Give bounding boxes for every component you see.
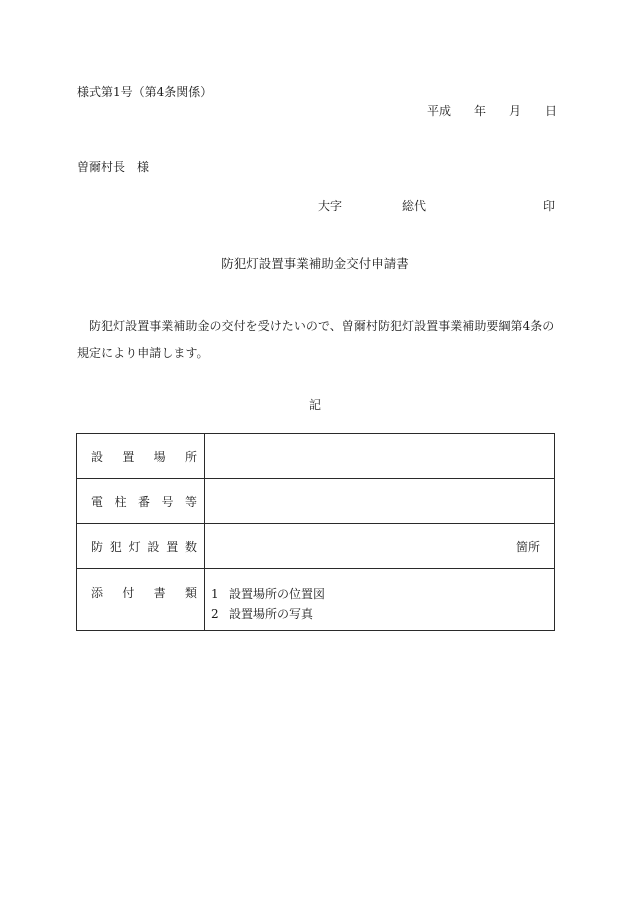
ki-mark: 記 [308,398,321,412]
value-pole-number[interactable] [205,479,555,524]
label-char: 番 [137,494,150,509]
label-char: 設 [147,539,160,554]
value-attachments [205,569,555,631]
date-year: 年 [474,104,487,118]
label-char: 電 [91,494,104,509]
document-title: 防犯灯設置事業補助金交付申請書 [221,256,409,271]
label-char: 号 [161,494,174,509]
label-char: 数 [184,539,197,554]
label-char: 場 [153,449,166,464]
table-row-pole-number [77,479,555,524]
detail-table [76,433,555,631]
label-char: 類 [184,586,197,600]
value-location[interactable] [205,434,555,479]
label-char: 防 [91,539,104,554]
date-line [427,104,558,118]
attachment-item [211,584,554,604]
date-month: 月 [509,104,522,118]
attachment-item [211,604,554,624]
addressee-honorific: 様 [137,160,150,174]
label-chars [91,584,197,601]
attachment-text: 設置場所の写真 [229,607,314,621]
table-row-light-count [77,524,555,569]
seal-mark: 印 [543,199,556,213]
label-location [77,434,205,479]
label-chars [91,538,197,555]
label-char: 置 [122,449,135,464]
label-char: 等 [184,494,197,509]
label-char: 添 [91,586,104,600]
label-light-count [77,524,205,569]
applicant-oaza-label: 大字 [318,199,343,213]
label-char: 所 [184,449,197,464]
attachment-number: 1 [211,587,219,601]
table-row-location [77,434,555,479]
attachment-text: 設置場所の位置図 [229,587,326,601]
label-char: 柱 [114,494,127,509]
label-chars [91,493,197,510]
addressee-title: 曽爾村長 [77,160,126,174]
body-paragraph: 防犯灯設置事業補助金の交付を受けたいので、曽爾村防犯灯設置事業補助要綱第4条の規定により申請します。 [77,319,555,360]
applicant-representative-label: 総代 [402,199,427,213]
date-era: 平成 [427,104,452,118]
label-char: 付 [122,586,135,600]
label-char: 設 [91,449,104,464]
form-number: 様式第1号（第4条関係） [77,85,213,99]
table-row-attachments [77,569,555,631]
value-light-count[interactable] [205,524,555,569]
label-chars [91,448,197,465]
label-pole-number [77,479,205,524]
date-day: 日 [545,104,558,118]
label-char: 置 [166,539,179,554]
attachment-number: 2 [211,607,219,621]
label-attachments [77,569,205,631]
unit-kasho: 箇所 [515,539,540,554]
label-char: 書 [153,586,166,600]
label-char: 犯 [109,539,122,554]
label-char: 灯 [128,539,141,554]
